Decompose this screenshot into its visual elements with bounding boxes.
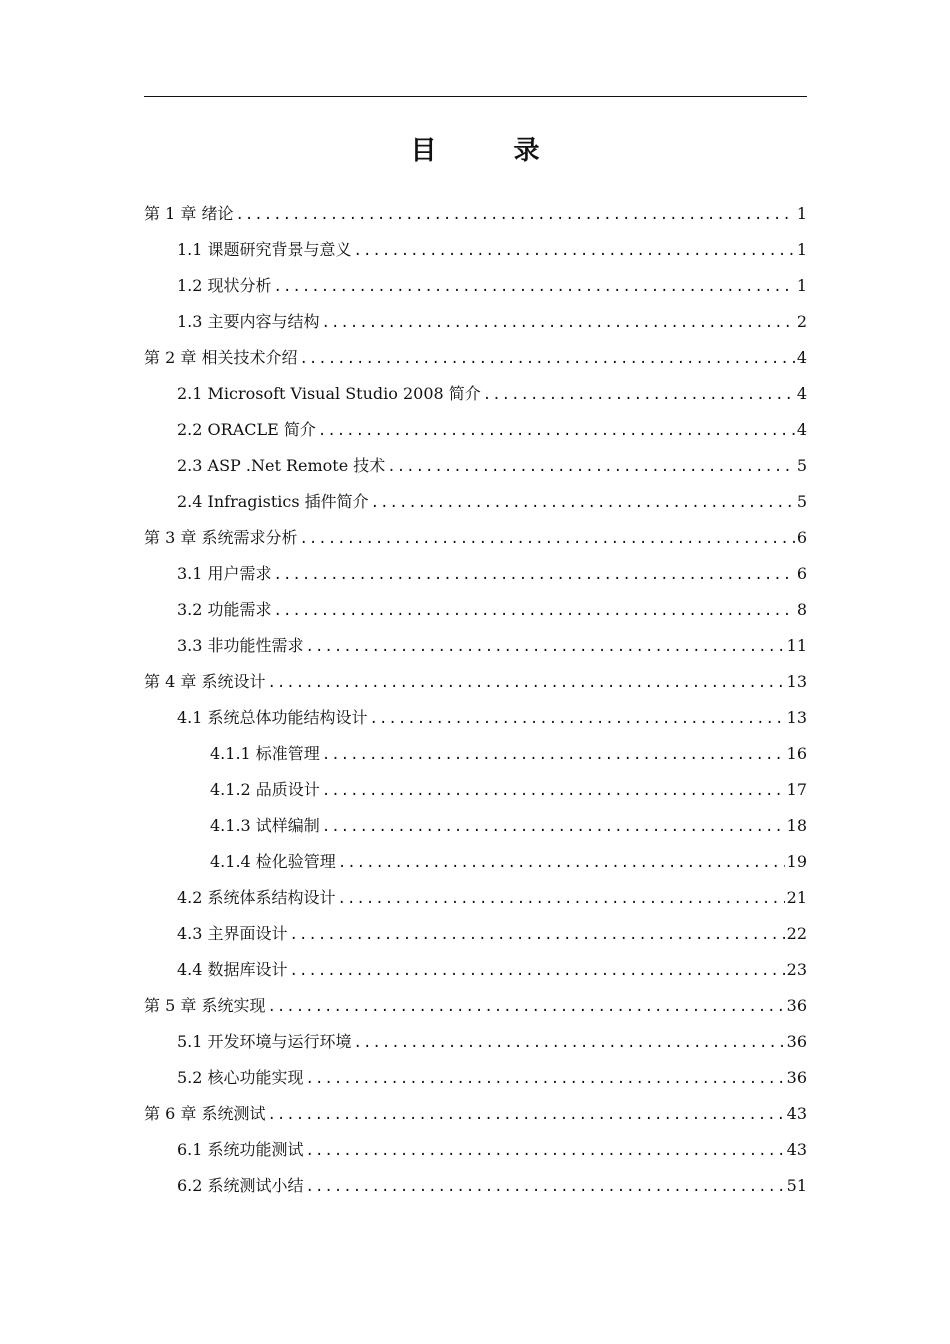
toc-entry[interactable] [144,1132,807,1168]
toc-entry-page-number: 1 [796,240,807,259]
toc-entry-page-number: 8 [796,600,807,619]
toc-entry-label: 4.3 主界面设计 [177,924,288,943]
toc-entry[interactable] [144,880,807,916]
toc-entry-label: 4.1.1 标准管理 [210,744,320,763]
toc-entry[interactable] [144,844,807,880]
toc-entry-label: 4.1.3 试样编制 [210,816,320,835]
toc-entry-page-number: 43 [786,1104,807,1123]
toc-entry[interactable] [144,520,807,556]
toc-entry-label: 4.2 系统体系结构设计 [177,888,336,907]
toc-dot-leader [235,197,794,233]
toc-entry-label: 3.2 功能需求 [177,600,272,619]
toc-entry[interactable] [144,628,807,664]
toc-dot-leader [267,665,784,701]
toc-dot-leader [483,377,795,413]
toc-entry-label: 第 3 章 系统需求分析 [144,528,298,547]
toc-entry-page-number: 16 [786,744,807,763]
toc-entry-label: 4.1.2 品质设计 [210,780,320,799]
toc-dot-leader [274,269,795,305]
toc-entry[interactable] [144,664,807,700]
toc-entry-label: 第 1 章 绪论 [144,204,234,223]
toc-entry-page-number: 19 [786,852,807,871]
toc-entry[interactable] [144,556,807,592]
toc-dot-leader [299,521,794,557]
toc-dot-leader [290,917,785,953]
toc-entry-page-number: 5 [796,456,807,475]
toc-entry-page-number: 36 [786,1068,807,1087]
toc-entry[interactable] [144,196,807,232]
toc-title: 目 录 [410,136,574,166]
toc-dot-leader [322,737,785,773]
toc-dot-leader [306,629,785,665]
toc-entry-page-number: 1 [796,276,807,295]
toc-entry-label: 2.2 ORACLE 简介 [177,420,316,439]
toc-entry-page-number: 51 [786,1176,807,1195]
toc-dot-leader [290,953,785,989]
toc-entry[interactable] [144,916,807,952]
toc-entry-page-number: 36 [786,996,807,1015]
toc-entry-page-number: 11 [786,636,807,655]
toc-dot-leader [299,341,794,377]
toc-entry[interactable] [144,808,807,844]
toc-entry-label: 4.1.4 检化验管理 [210,852,336,871]
toc-entry-label: 第 5 章 系统实现 [144,996,266,1015]
toc-entry-label: 2.1 Microsoft Visual Studio 2008 简介 [177,384,481,403]
toc-dot-leader [354,1025,785,1061]
toc-entry-label: 4.4 数据库设计 [177,960,288,979]
toc-entry-page-number: 13 [786,708,807,727]
toc-entry[interactable] [144,448,807,484]
toc-entry[interactable] [144,376,807,412]
toc-entry-label: 3.1 用户需求 [177,564,272,583]
toc-entry[interactable] [144,1024,807,1060]
toc-entry[interactable] [144,412,807,448]
toc-entry-label: 第 4 章 系统设计 [144,672,266,691]
toc-entry-label: 6.2 系统测试小结 [177,1176,304,1195]
toc-entry[interactable] [144,592,807,628]
toc-entry[interactable] [144,304,807,340]
toc-dot-leader [306,1169,785,1205]
toc-entry[interactable] [144,1168,807,1204]
toc-dot-leader [306,1061,785,1097]
toc-entry[interactable] [144,340,807,376]
toc-entry-page-number: 5 [796,492,807,511]
toc-entry-label: 4.1 系统总体功能结构设计 [177,708,368,727]
toc-entry-page-number: 13 [786,672,807,691]
toc-entry-page-number: 2 [796,312,807,331]
toc-entry-page-number: 6 [796,564,807,583]
toc-dot-leader [322,809,785,845]
toc-dot-leader [338,881,785,917]
header-rule [144,96,807,97]
toc-dot-leader [338,845,785,881]
toc-entry-page-number: 4 [796,348,807,367]
toc-entry[interactable] [144,1060,807,1096]
toc-entry[interactable] [144,484,807,520]
toc-dot-leader [318,413,795,449]
toc-dot-leader [354,233,795,269]
toc-entry-label: 3.3 非功能性需求 [177,636,304,655]
toc-entry-page-number: 4 [796,384,807,403]
toc-entry-label: 第 2 章 相关技术介绍 [144,348,298,367]
toc-entry-page-number: 43 [786,1140,807,1159]
toc-entry-label: 1.2 现状分析 [177,276,272,295]
toc-entry-label: 2.3 ASP .Net Remote 技术 [177,456,386,475]
toc-entry-label: 1.3 主要内容与结构 [177,312,320,331]
toc-entry[interactable] [144,268,807,304]
toc-entry-page-number: 18 [786,816,807,835]
toc-entry[interactable] [144,232,807,268]
toc-dot-leader [387,449,795,485]
toc-entry[interactable] [144,988,807,1024]
toc-entry[interactable] [144,952,807,988]
toc-entry-page-number: 23 [786,960,807,979]
toc-entry-label: 6.1 系统功能测试 [177,1140,304,1159]
toc-entry-page-number: 22 [786,924,807,943]
toc-entry[interactable] [144,772,807,808]
toc-entry-page-number: 17 [786,780,807,799]
toc-dot-leader [274,557,795,593]
table-of-contents [144,196,807,1204]
toc-entry-page-number: 36 [786,1032,807,1051]
toc-entry-label: 1.1 课题研究背景与意义 [177,240,352,259]
toc-dot-leader [267,989,784,1025]
toc-entry[interactable] [144,736,807,772]
toc-entry[interactable] [144,700,807,736]
toc-dot-leader [274,593,795,629]
toc-dot-leader [322,773,785,809]
toc-entry[interactable] [144,1096,807,1132]
toc-entry-page-number: 6 [796,528,807,547]
toc-entry-label: 2.4 Infragistics 插件简介 [177,492,369,511]
toc-entry-label: 第 6 章 系统测试 [144,1104,266,1123]
toc-entry-label: 5.2 核心功能实现 [177,1068,304,1087]
toc-entry-page-number: 4 [796,420,807,439]
toc-dot-leader [371,485,795,521]
toc-entry-label: 5.1 开发环境与运行环境 [177,1032,352,1051]
toc-entry-page-number: 1 [796,204,807,223]
toc-dot-leader [267,1097,784,1133]
toc-dot-leader [306,1133,785,1169]
toc-entry-page-number: 21 [786,888,807,907]
toc-dot-leader [370,701,785,737]
toc-dot-leader [322,305,795,341]
